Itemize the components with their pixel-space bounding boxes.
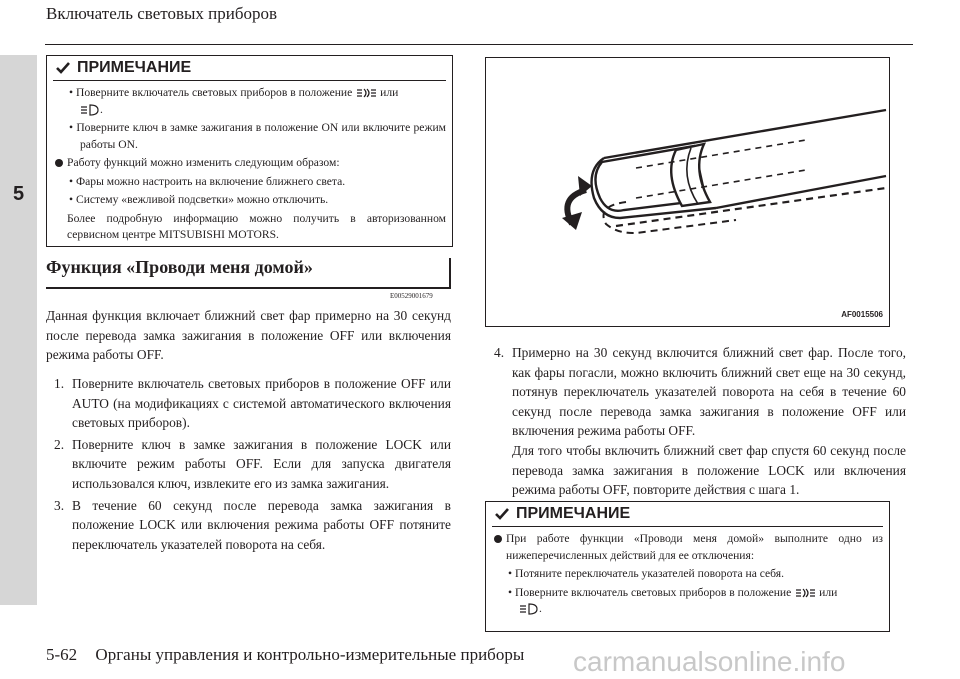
- note-item: • Систему «вежливой подсветки» можно отключить.: [69, 193, 329, 206]
- note-item: • Фары можно настроить на включение ближнего света.: [69, 174, 346, 188]
- intro-paragraph: Данная функция включает ближний свет фар примерно на 30 секунд после перевода замка зажигания в положение OFF или включения режима работы OFF.: [46, 308, 451, 363]
- note-title: ПРИМЕЧАНИЕ: [77, 59, 192, 76]
- list-item: 1. Поверните включатель световых приборов в положение OFF или AUTO (на модификациях с системой автоматического включения световых приборов).: [54, 376, 451, 431]
- note-header: [486, 502, 889, 526]
- steps-list: [54, 374, 451, 554]
- page-header-title: Включатель световых приборов: [46, 4, 278, 23]
- section-title: Функция «Проводи меня домой»: [46, 257, 451, 289]
- note-body: [486, 527, 889, 626]
- bullet-icon: [55, 159, 63, 167]
- checkmark-icon: [494, 506, 510, 522]
- note-body: [47, 81, 452, 252]
- headlight-icon: [519, 603, 539, 615]
- checkmark-icon: [55, 60, 71, 76]
- note-item: При работе функции «Проводи меня домой» выполните одно из нижеперечисленных действий для ее отключения:: [506, 531, 883, 564]
- illustration-figure: [485, 57, 890, 327]
- note-item: • Поверните ключ в замке зажигания в положение ON или включите режим работы ON.: [69, 121, 446, 151]
- list-item: 3. В течение 60 секунд после перевода замка зажигания в положение LOCK или включения режима работы OFF потяните переключатель указателей поворота на себя.: [54, 497, 451, 552]
- watermark: carmanualsonline.info: [573, 646, 846, 677]
- footer-title: Органы управления и контрольно-измерительные приборы: [95, 645, 525, 664]
- page-number: 5-62: [46, 645, 78, 664]
- chapter-sidebar: [0, 55, 37, 605]
- section-title-bar: [449, 258, 451, 288]
- note-item: • Потяните переключатель указателей поворота на себя.: [508, 567, 785, 580]
- note-box-top: [46, 55, 453, 247]
- chapter-number: 5: [0, 180, 37, 208]
- side-lights-icon: [794, 587, 816, 599]
- headlight-icon: [80, 104, 100, 116]
- figure-label: AF0015506: [841, 310, 883, 319]
- turn-signal-lever-illustration: [486, 58, 889, 326]
- list-item: 4. Примерно на 30 секунд включится ближний свет фар. После того, как фары погасли, можно включить ближний свет еще на 30 секунд, потянув переключатель указателей поворота на себя в течение 60 секунд после перевода замка зажигания в положение OFF или включения режима работы OFF. Для того чтобы включить ближний свет фар спустя 60 секунд после перевода замка зажигания в положение LOCK или включения режима работы OFF, повторите действия с шага 1.: [494, 345, 906, 498]
- note-item: Более подробную информацию можно получить в авторизованном сервисном центре MITSUBISHI MOTORS.: [67, 211, 446, 241]
- note-item: Работу функций можно изменить следующим образом:: [67, 155, 446, 172]
- note-title: ПРИМЕЧАНИЕ: [516, 505, 631, 522]
- note-box-bottom: [485, 501, 890, 632]
- side-lights-icon: [355, 87, 377, 99]
- bullet-icon: [494, 535, 502, 543]
- section-code: E00529001679: [390, 292, 433, 300]
- page-footer: [46, 645, 524, 665]
- note-header: [47, 56, 452, 80]
- list-item: 2. Поверните ключ в замке зажигания в положение LOCK или включите режим работы OFF. Если для запуска двигателя использовался ключ, извлеките его из замка зажигания.: [54, 436, 451, 491]
- note-item: • Поверните включатель световых приборов в положение или .: [508, 585, 838, 615]
- header-divider: [45, 44, 913, 45]
- note-item: • Поверните включатель световых приборов в положение или .: [69, 86, 399, 116]
